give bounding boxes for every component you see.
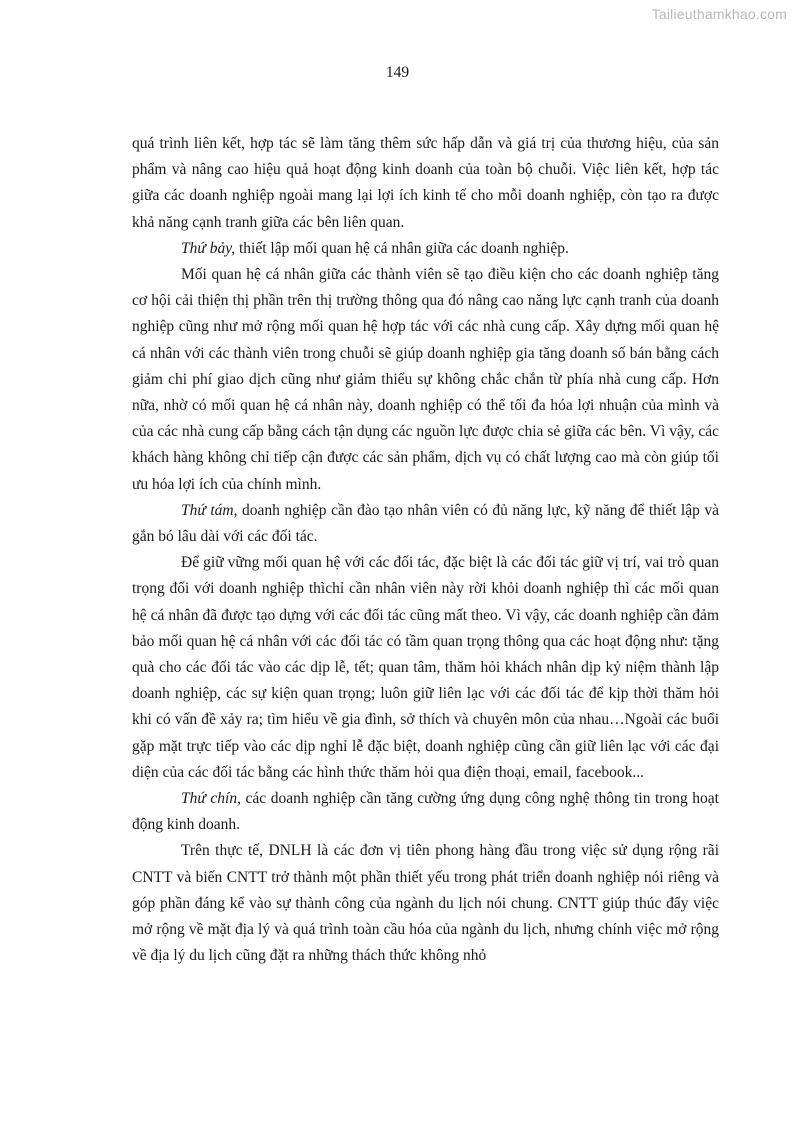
paragraph-3 <box>132 262 719 498</box>
paragraph-6 <box>132 786 719 838</box>
paragraph-3-text: Mối quan hệ cá nhân giữa các thành viên sẽ tạo điều kiện cho các doanh nghiệp tăng cơ hội cải thiện thị phần trên thị trường thông qua đó nâng cao năng lực cạnh tranh của doanh nghiệp cũng như mở rộng mối quan hệ hợp tác với các nhà cung cấp. Xây dựng mối quan hệ cá nhân với các thành viên trong chuỗi sẽ giúp doanh nghiệp gia tăng doanh số bán bằng cách giảm chi phí giao dịch cũng như giảm thiểu sự không chắc chắn từ phía nhà cung cấp. Hơn nữa, nhờ có mối quan hệ cá nhân này, doanh nghiệp có thể tối đa hóa lợi nhuận của mình và của các nhà cung cấp bằng cách tận dụng các nguồn lực được chia sẻ giữa các bên. Vì vậy, các khách hàng không chỉ tiếp cận được các sản phẩm, dịch vụ có chất lượng cao mà còn giúp tối ưu hóa lợi ích của chính mình. <box>132 266 719 493</box>
paragraph-2-lead: Thứ bảy, <box>181 239 236 257</box>
paragraph-5 <box>132 550 719 786</box>
paragraph-7 <box>132 838 719 969</box>
paragraph-5-text: Để giữ vững mối quan hệ với các đối tác, đặc biệt là các đối tác giữ vị trí, vai trò quan trọng đối với doanh nghiệp thìchỉ cần nhân viên này rời khỏi doanh nghiệp thì các mối quan hệ cá nhân đã được tạo dựng với các đối tác cũng mất theo. Vì vậy, các doanh nghiệp cần đảm bảo mối quan hệ cá nhân với các đối tác có tầm quan trọng thông qua các hoạt động như: tặng quà cho các đối tác vào các dịp lễ, tết; quan tâm, thăm hỏi khách nhân dịp kỷ niệm thành lập doanh nghiệp, các sự kiện quan trọng; luôn giữ liên lạc với các đối tác để kịp thời thăm hỏi khi có vấn đề xảy ra; tìm hiểu về gia đình, sở thích và chuyên môn của nhau…Ngoài các buổi gặp mặt trực tiếp vào các dịp nghỉ lễ đặc biệt, doanh nghiệp cũng cần giữ liên lạc với các đại diện của các đối tác bằng các hình thức thăm hỏi qua điện thoại, email, facebook... <box>132 554 719 781</box>
page-body <box>132 131 719 970</box>
paragraph-2 <box>132 236 719 262</box>
paragraph-1-text: quá trình liên kết, hợp tác sẽ làm tăng thêm sức hấp dẫn và giá trị của thương hiệu, của sản phẩm và nâng cao hiệu quả hoạt động kinh doanh của toàn bộ chuỗi. Việc liên kết, hợp tác giữa các doanh nghiệp ngoài mang lại lợi ích kinh tế cho mỗi doanh nghiệp, còn tạo ra được khả năng cạnh tranh giữa các bên liên quan. <box>132 135 719 231</box>
paragraph-1 <box>132 131 719 236</box>
paragraph-4-text: , doanh nghiệp cần đào tạo nhân viên có đủ năng lực, kỹ năng để thiết lập và gắn bó lâu dài với các đối tác. <box>132 501 719 546</box>
paragraph-6-lead: Thứ chín, <box>181 790 241 808</box>
watermark: Tailieuthamkhao.com <box>651 6 787 22</box>
page-number: 149 <box>385 64 410 81</box>
paragraph-6-text: các doanh nghiệp cần tăng cường ứng dụng công nghệ thông tin trong hoạt động kinh doanh. <box>132 790 719 834</box>
paragraph-7-text: Trên thực tế, DNLH là các đơn vị tiên phong hàng đầu trong việc sử dụng rộng rãi CNTT và biến CNTT trở thành một phần thiết yếu trong phát triển doanh nghiệp nói riêng và góp phần đáng kể vào sự thành công của ngành du lịch nói chung. CNTT giúp thúc đẩy việc mở rộng về mặt địa lý và quá trình toàn cầu hóa của ngành du lịch, nhưng chính việc mở rộng về địa lý du lịch cũng đặt ra những thách thức không nhỏ <box>132 842 719 965</box>
paragraph-4 <box>132 498 719 550</box>
paragraph-2-text: thiết lập mối quan hệ cá nhân giữa các doanh nghiệp. <box>235 239 569 257</box>
paragraph-4-lead: Thứ tám <box>181 501 234 519</box>
